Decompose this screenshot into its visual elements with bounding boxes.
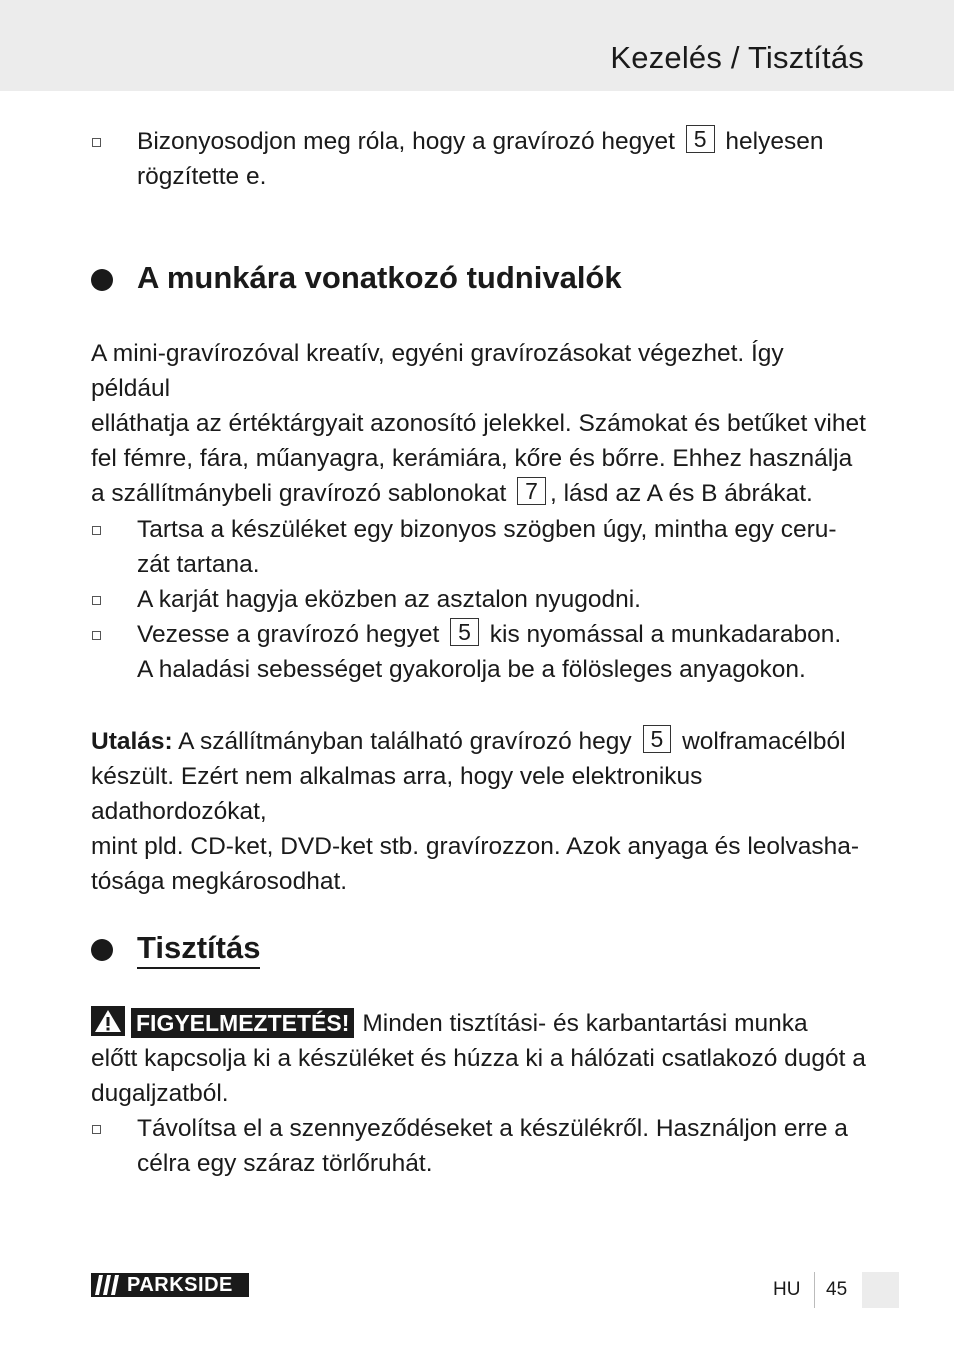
note-paragraph	[91, 724, 866, 899]
warning-text: Minden tisztítási- és karbantartási munka	[362, 1010, 808, 1037]
item-text: kis nyomással a munkadarabon.	[489, 621, 842, 648]
logo-text: PARKSIDE	[127, 1274, 233, 1296]
paragraph-line: fel fémre, fára, műanyagra, kerámiára, kőre és bőrre. Ehhez használja	[91, 445, 853, 472]
language-code: HU	[773, 1279, 801, 1300]
page-edge-tab	[862, 1272, 899, 1308]
note-text: mint pld. CD-ket, DVD-ket stb. gravírozzon. Azok anyaga és leolvasha-	[91, 833, 859, 860]
warning-text: előtt kapcsolja ki a készüléket és húzza ki a hálózati csatlakozó dugót a	[91, 1045, 866, 1072]
section-title: Tisztítás	[137, 930, 260, 969]
section-title: A munkára vonatkozó tudnivalók	[137, 260, 622, 295]
bullet-dot-icon	[91, 269, 113, 291]
paragraph-line: elláthatja az értéktárgyait azonosító jelekkel. Számokat és betűket vihet	[91, 410, 866, 437]
checkbox-icon	[92, 526, 101, 535]
work-info-paragraph	[91, 336, 866, 511]
work-info-checklist	[91, 512, 866, 687]
part-ref-badge: 5	[686, 125, 715, 153]
paragraph-line: a szállítmánybeli gravírozó sablonokat	[91, 480, 507, 507]
paragraph-line: , lásd az A és B ábrákat.	[549, 480, 813, 507]
warning-triangle-icon	[91, 1006, 125, 1036]
item-text: helyesen	[725, 128, 824, 155]
item-text: Bizonyosodjon meg róla, hogy a gravírozó hegyet	[137, 128, 675, 155]
item-text: Tartsa a készüléket egy bizonyos szögben úgy, mintha egy ceru-	[137, 516, 837, 543]
checklist-item	[91, 124, 866, 194]
note-text: tósága megkárosodhat.	[91, 868, 348, 895]
note-label: Utalás:	[91, 728, 173, 755]
paragraph-line: A mini-gravírozóval kreatív, egyéni gravírozásokat végezhet. Így például	[91, 340, 784, 402]
checkbox-icon	[92, 596, 101, 605]
checklist-item	[91, 1111, 866, 1181]
page-header-title: Kezelés / Tisztítás	[610, 40, 864, 75]
checkbox-icon	[92, 631, 101, 640]
item-text: Vezesse a gravírozó hegyet	[137, 621, 440, 648]
part-ref-badge: 5	[643, 725, 672, 753]
bullet-dot-icon	[91, 939, 113, 961]
item-text: Távolítsa el a szennyeződéseket a készülékről. Használjon erre a	[137, 1115, 848, 1142]
part-ref-badge: 7	[517, 477, 546, 505]
parkside-logo	[91, 1273, 249, 1297]
item-text: A karját hagyja eközben az asztalon nyugodni.	[137, 586, 641, 613]
note-text: wolframacélból	[682, 728, 846, 755]
item-text: A haladási sebességet gyakorolja be a fölösleges anyagokon.	[137, 656, 806, 683]
warning-label: FIGYELMEZTETÉS!	[131, 1008, 354, 1038]
checklist-item	[91, 512, 866, 582]
page-number: 45	[826, 1279, 848, 1300]
warning-paragraph	[91, 1006, 866, 1181]
item-text: zát tartana.	[137, 551, 260, 578]
intro-checklist-item	[91, 124, 866, 194]
part-ref-badge: 5	[450, 618, 479, 646]
footer-divider	[814, 1272, 815, 1308]
item-text: célra egy száraz törlőruhát.	[137, 1150, 433, 1177]
warning-text: dugaljzatból.	[91, 1080, 229, 1107]
checkbox-icon	[92, 138, 101, 147]
item-text: rögzítette e.	[137, 163, 267, 190]
checklist-item	[91, 617, 866, 687]
checkbox-icon	[92, 1125, 101, 1134]
note-text: készült. Ezért nem alkalmas arra, hogy vele elektronikus adathordozókat,	[91, 763, 703, 825]
note-text: A szállítmányban található gravírozó hegy	[178, 728, 632, 755]
checklist-item	[91, 582, 866, 617]
